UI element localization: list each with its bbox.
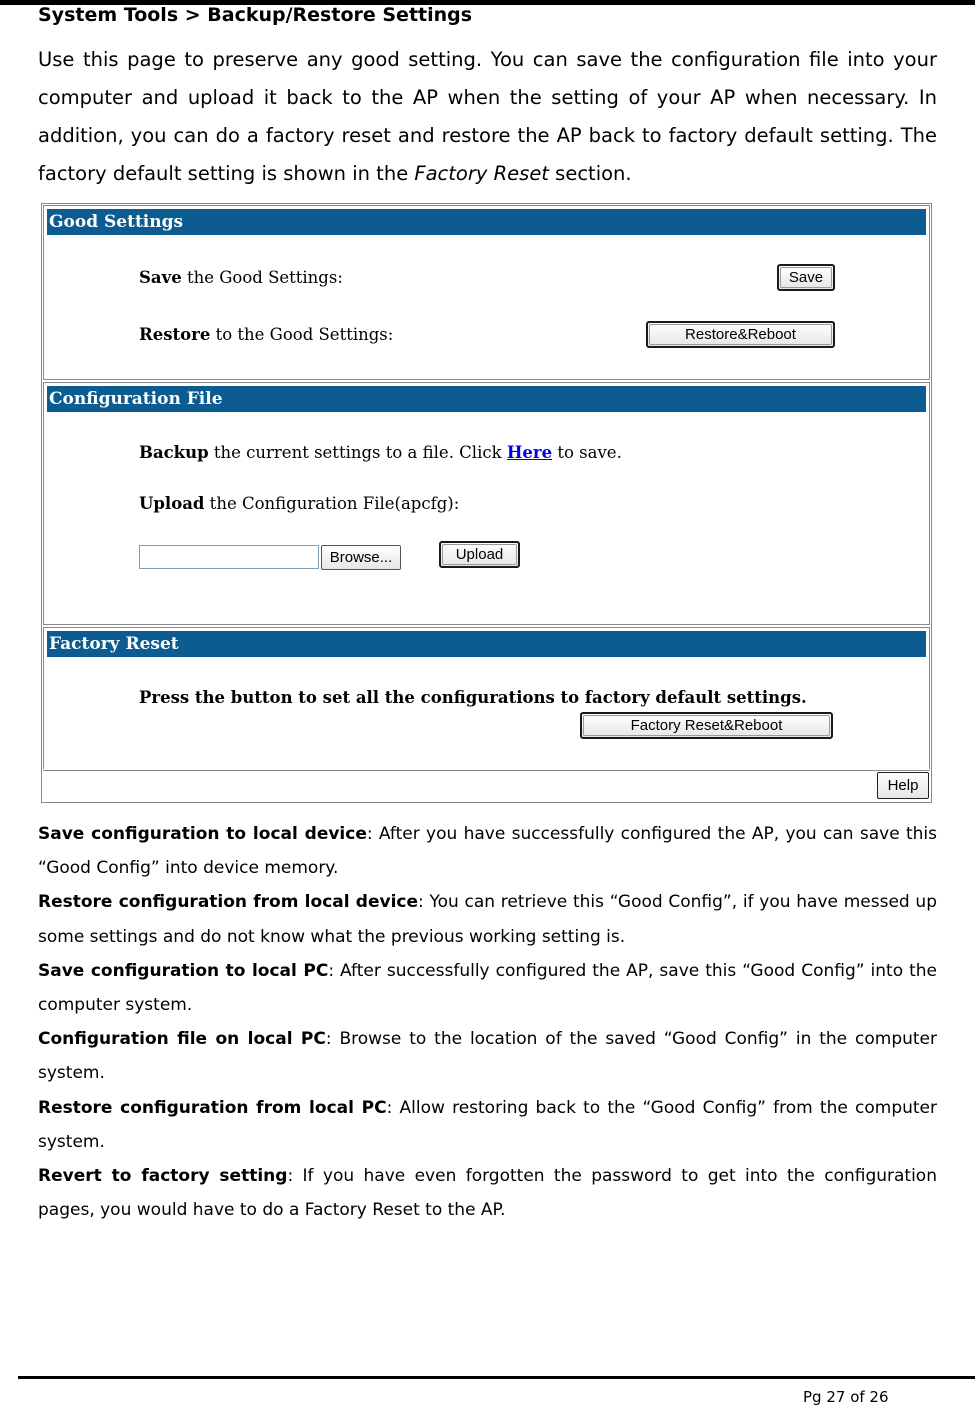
here-link[interactable]: Here — [506, 443, 553, 462]
intro-text-2: section. — [548, 162, 632, 185]
restore-reboot-button[interactable] — [646, 321, 835, 348]
config-file-input[interactable] — [139, 545, 319, 569]
restore-good-settings-label — [139, 325, 393, 344]
browse-button-label: Browse... — [329, 549, 393, 566]
bottom-rule — [18, 1376, 975, 1379]
description-item — [38, 817, 937, 885]
configuration-file-pane — [43, 382, 930, 625]
description-text: : After successfully configured the AP, save this “Good Config” into the computer system. — [38, 960, 937, 1016]
help-button-label: Help — [887, 777, 919, 794]
restore-reboot-label: Restore&Reboot — [685, 326, 796, 343]
description-item — [38, 1159, 937, 1227]
help-button[interactable] — [877, 772, 929, 799]
upload-button[interactable] — [439, 541, 520, 568]
description-item — [38, 885, 937, 953]
intro-emphasis: Factory Reset — [414, 162, 549, 185]
upload-bold: Upload — [139, 494, 205, 513]
upload-rest: the Configuration File(apcfg): — [204, 494, 460, 513]
descriptions — [38, 817, 937, 1227]
help-bar-divider — [43, 770, 930, 771]
backup-rest: the current settings to a file. Click — [208, 443, 507, 462]
backup-label — [139, 443, 622, 462]
description-term: Save configuration to local PC — [38, 960, 329, 981]
save-good-settings-label — [139, 268, 343, 287]
description-term: Configuration file on local PC — [38, 1029, 326, 1050]
description-item — [38, 1091, 937, 1159]
description-text: : You can retrieve this “Good Config”, if you have messed up some settings and do not know what the previous working setting is. — [38, 892, 937, 947]
good-settings-pane — [43, 205, 930, 380]
description-item — [38, 954, 937, 1022]
factory-reset-reboot-button[interactable] — [580, 712, 833, 739]
intro-paragraph — [38, 41, 937, 193]
factory-reset-title: Factory Reset — [47, 631, 926, 657]
save-button-label: Save — [788, 269, 824, 286]
restore-bold: Restore — [139, 325, 211, 344]
backup-restore-screenshot — [41, 203, 932, 803]
intro-text-1: Use this page to preserve any good setting. You can save the configuration file into your computer and upload it back to the AP when the setting of your AP when necessary. In addition, you can do a factory reset and restore the AP back to factory default setting. The factory default setting is shown in the — [38, 48, 937, 185]
save-button[interactable] — [777, 264, 835, 291]
description-item — [38, 1022, 937, 1090]
configuration-file-title: Configuration File — [47, 386, 926, 412]
backup-bold: Backup — [139, 443, 209, 462]
restore-rest: to the Good Settings: — [210, 325, 394, 344]
description-term: Revert to factory setting — [38, 1166, 288, 1187]
factory-reset-text: Press the button to set all the configurations to factory default settings. — [139, 688, 807, 707]
description-term: Restore configuration from local PC — [38, 1097, 387, 1118]
upload-label — [139, 494, 459, 513]
section-heading: System Tools > Backup/Restore Settings — [38, 4, 473, 26]
description-text: : After you have successfully configured the AP, you can save this “Good Config” into device memory. — [38, 824, 937, 879]
factory-reset-pane — [43, 627, 930, 769]
page-number: Pg 27 of 26 — [803, 1388, 889, 1406]
upload-button-label: Upload — [455, 546, 504, 563]
description-term: Restore configuration from local device — [38, 892, 419, 913]
backup-end: to save. — [552, 443, 622, 462]
description-text: : Allow restoring back to the “Good Config” from the computer system. — [38, 1097, 937, 1152]
description-text: : Browse to the location of the saved “Good Config” in the computer system. — [38, 1029, 938, 1084]
good-settings-title: Good Settings — [47, 209, 926, 235]
save-bold: Save — [139, 268, 182, 287]
save-rest: the Good Settings: — [181, 268, 343, 287]
factory-reset-reboot-label: Factory Reset&Reboot — [630, 717, 783, 734]
description-text: : If you have even forgotten the password to get into the configuration pages, you would have to do a Factory Reset to the AP. — [38, 1166, 937, 1221]
description-term: Save configuration to local device — [38, 824, 367, 844]
browse-button[interactable] — [321, 545, 401, 570]
